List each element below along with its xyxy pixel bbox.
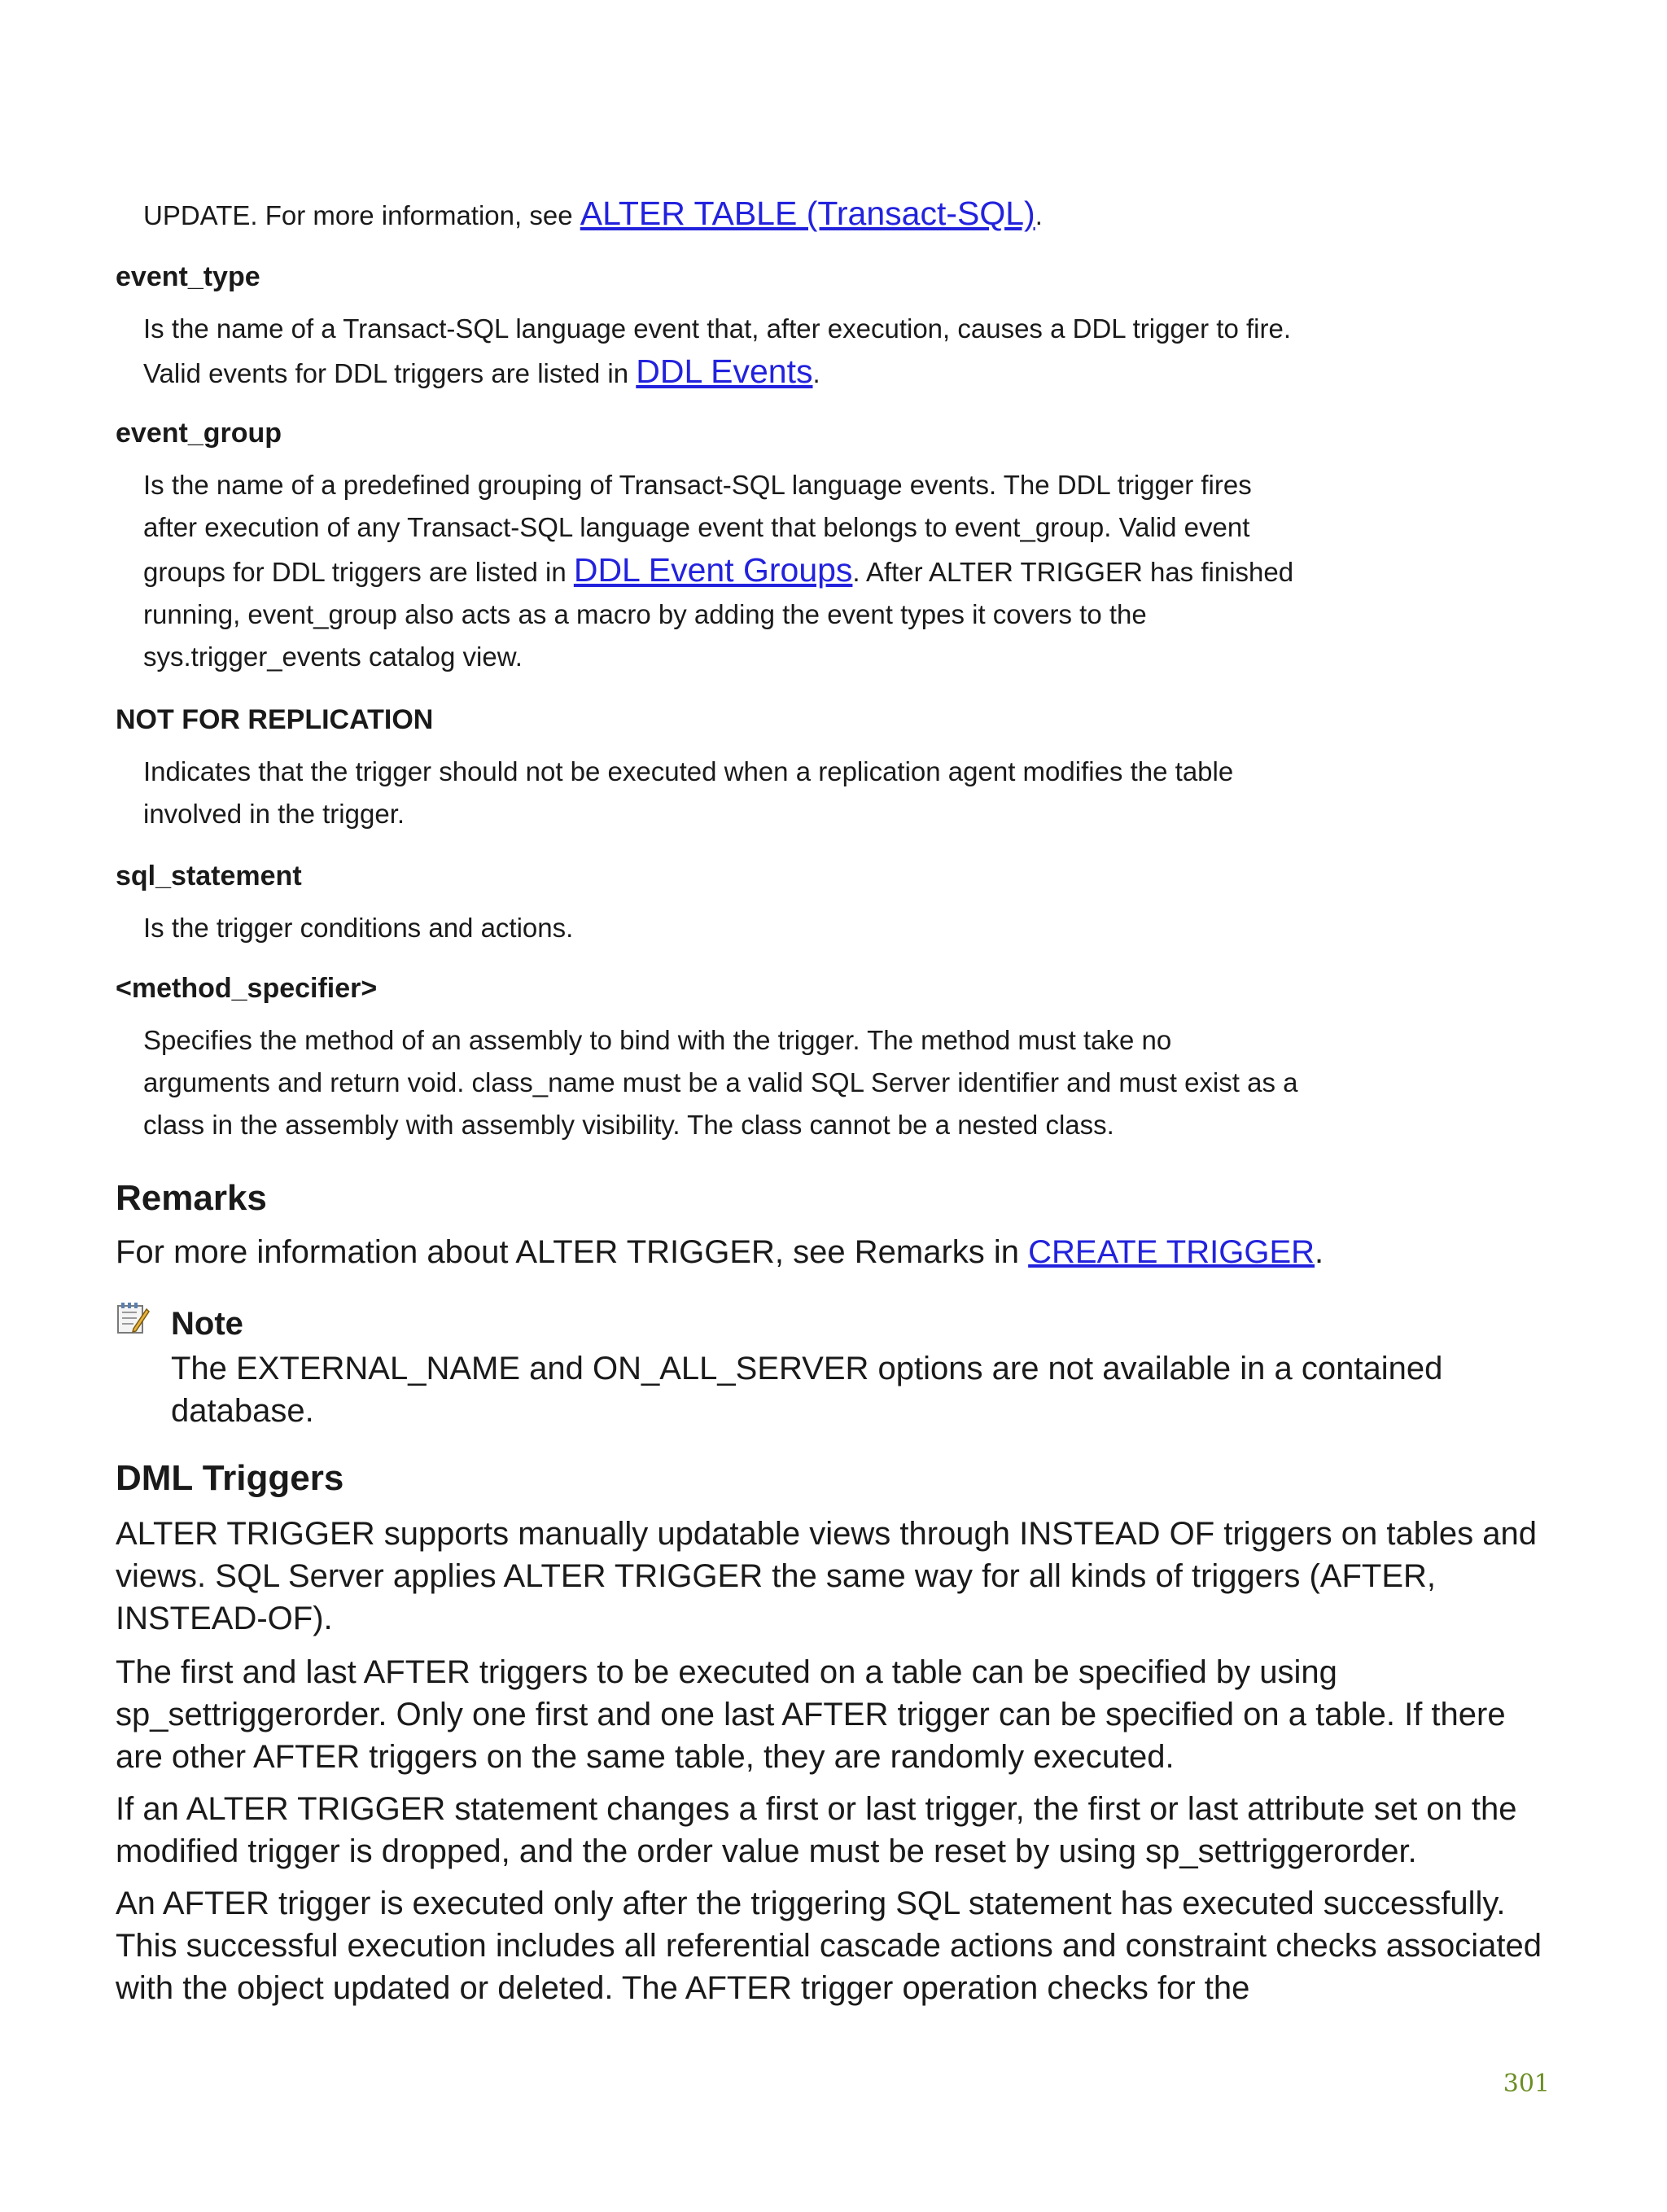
intro-prefix: UPDATE. For more information, see bbox=[143, 200, 580, 230]
dml-paragraph: An AFTER trigger is executed only after the triggering SQL statement has executed successfully. This successful execution includes all referential cascade actions and constraint checks associated with the object updated or deleted. The AFTER trigger operation checks for the bbox=[116, 1886, 1542, 2006]
intro-line bbox=[143, 192, 1299, 237]
create-trigger-link[interactable]: CREATE TRIGGER bbox=[1028, 1234, 1315, 1270]
param-name-event-group: event_group bbox=[116, 418, 282, 449]
dml-paragraph: If an ALTER TRIGGER statement changes a first or last trigger, the first or last attribute set on the modified trigger is dropped, and the order value must be reset by using sp_settriggerorder. bbox=[116, 1791, 1517, 1869]
note-body: The EXTERNAL_NAME and ON_ALL_SERVER options are not available in a contained database. bbox=[171, 1351, 1443, 1429]
param-desc-not-for-replication: Indicates that the trigger should not be executed when a replication agent modifies the table involved in the trigger. bbox=[143, 756, 1234, 829]
dml-paragraph: ALTER TRIGGER supports manually updatable views through INSTEAD OF triggers on tables and views. SQL Server applies ALTER TRIGGER the same way for all kinds of triggers (AFTER, INSTEAD-OF). bbox=[116, 1516, 1537, 1636]
param-name-method-specifier: <method_specifier> bbox=[116, 973, 378, 1004]
param-desc-event-group bbox=[143, 464, 1299, 678]
param-desc-event-type bbox=[143, 308, 1299, 395]
remarks-prefix: For more information about ALTER TRIGGER, see Remarks in bbox=[116, 1234, 1029, 1270]
remarks-text bbox=[116, 1231, 1556, 1273]
param-name-not-for-replication: NOT FOR REPLICATION bbox=[116, 704, 434, 735]
param-desc-method-specifier: Specifies the method of an assembly to bind with the trigger. The method must take no arguments and return void. class_name must be a valid SQL Server identifier and must exist as a class in the assembly with assembly visibility. The class cannot be a nested class. bbox=[143, 1025, 1298, 1140]
page-number: 301 bbox=[1503, 2070, 1550, 2098]
intro-suffix: . bbox=[1035, 200, 1043, 230]
param-desc-text: Is the name of a Transact-SQL language event that, after execution, causes a DDL trigger to fire. Valid events for DDL triggers are listed in bbox=[143, 313, 1291, 388]
ddl-events-link[interactable]: DDL Events bbox=[636, 353, 813, 390]
dml-triggers-heading: DML Triggers bbox=[116, 1458, 344, 1498]
param-desc-suffix: . bbox=[812, 358, 820, 388]
param-name-sql-statement: sql_statement bbox=[116, 861, 302, 891]
param-desc-suffix: . After ALTER TRIGGER has finished running, event_group also acts as a macro by adding the event types it covers to the sys.trigger_events catalog view. bbox=[143, 557, 1294, 672]
param-desc-sql-statement: Is the trigger conditions and actions. bbox=[143, 913, 574, 943]
remarks-suffix: . bbox=[1315, 1234, 1324, 1270]
remarks-heading: Remarks bbox=[116, 1178, 267, 1218]
param-desc-text: Is the name of a predefined grouping of Transact-SQL language events. The DDL trigger fires after execution of any Transact-SQL language event that belongs to event_group. Valid event groups for DDL triggers are listed in bbox=[143, 470, 1252, 587]
param-name-event-type: event_type bbox=[116, 261, 260, 292]
dml-paragraph: The first and last AFTER triggers to be executed on a table can be specified by using sp_settriggerorder. Only one first and one last AFTER trigger can be specified on a table. If there are other AFTER triggers on the same table, they are randomly executed. bbox=[116, 1654, 1506, 1775]
alter-table-link[interactable]: ALTER TABLE (Transact-SQL) bbox=[580, 195, 1035, 232]
note-title: Note bbox=[171, 1306, 243, 1342]
note-pad-icon bbox=[116, 1301, 150, 1335]
ddl-event-groups-link[interactable]: DDL Event Groups bbox=[573, 551, 853, 589]
